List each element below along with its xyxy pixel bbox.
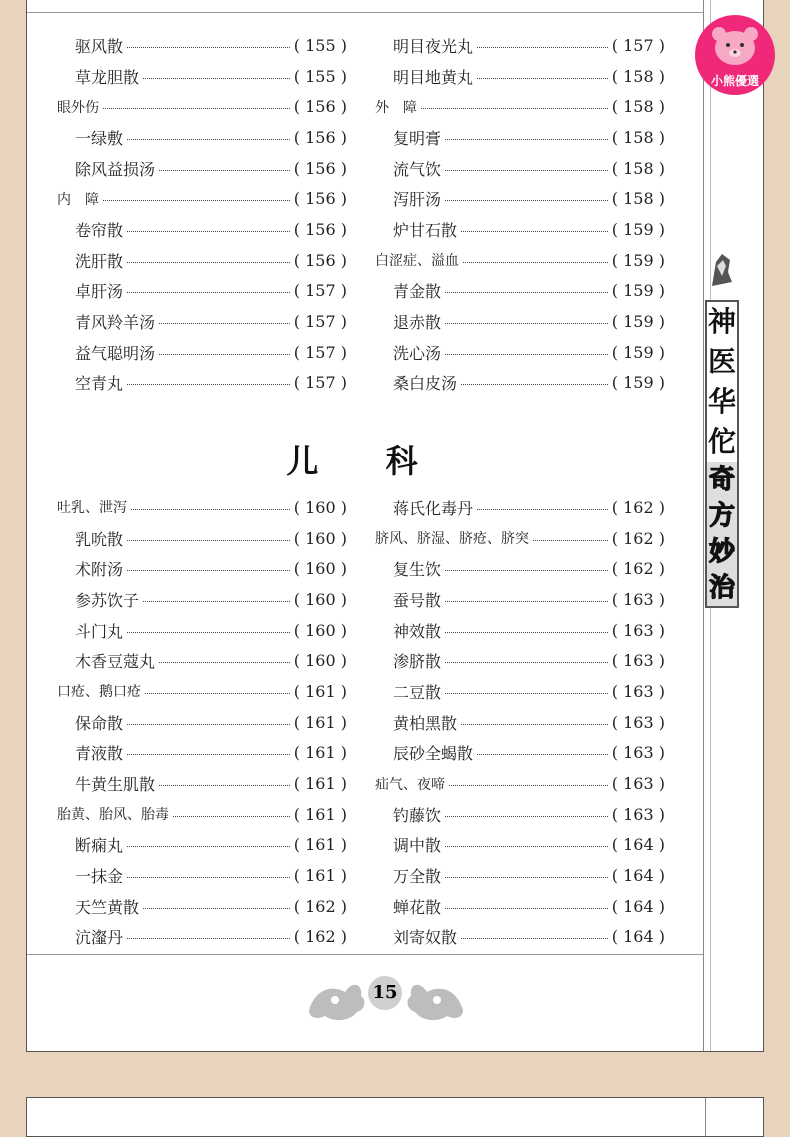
toc-entry-title: 蒋氏化毒丹: [393, 498, 474, 518]
toc-entry: [375, 61, 665, 92]
toc-entry-page: ( 158 ): [611, 97, 665, 117]
toc-entry-title: 神效散: [393, 621, 442, 641]
subtitle-char: 妙: [707, 534, 737, 570]
toc-entry-page: ( 163 ): [611, 620, 665, 640]
toc-entry-page: ( 163 ): [611, 804, 665, 824]
dot-leader: [445, 323, 608, 324]
toc-entry-title: 洗心汤: [393, 343, 442, 363]
toc-entry-title: 调中散: [393, 836, 442, 856]
toc-entry: [375, 768, 665, 799]
toc-entry-page: ( 163 ): [611, 712, 665, 732]
toc-entry-page: ( 157 ): [293, 373, 347, 393]
toc-entry-page: ( 161 ): [293, 681, 347, 701]
toc-entry-page: ( 155 ): [293, 66, 347, 86]
toc-entry-title: 复生饮: [393, 560, 442, 580]
title-char: 医: [707, 345, 736, 378]
toc-entry-title: 一绿敷: [75, 128, 124, 148]
dot-leader: [445, 816, 608, 817]
toc-entry-title: 除风益损汤: [75, 159, 156, 179]
toc-entry-title: 术附汤: [75, 560, 124, 580]
toc-entry-title: 脐风、脐湿、脐疮、脐突: [375, 531, 529, 548]
toc-entry-page: ( 162 ): [611, 528, 665, 548]
dot-leader: [445, 139, 608, 140]
toc-entry: [375, 245, 665, 276]
toc-entry-title: 洗肝散: [75, 251, 124, 271]
toc-column-top-right: [375, 30, 665, 398]
toc-entry-page: ( 157 ): [293, 342, 347, 362]
dot-leader: [445, 908, 608, 909]
toc-entry: [57, 183, 347, 214]
toc-entry: [375, 707, 665, 738]
toc-entry-page: ( 161 ): [293, 866, 347, 886]
toc-entry: [375, 799, 665, 830]
toc-entry-page: ( 158 ): [611, 158, 665, 178]
toc-entry: [375, 738, 665, 769]
toc-entry-page: ( 159 ): [611, 373, 665, 393]
toc-entry-page: ( 161 ): [293, 804, 347, 824]
toc-entry: [57, 891, 347, 922]
toc-entry-title: 刘寄奴散: [393, 928, 458, 948]
toc-entry-page: ( 163 ): [611, 681, 665, 701]
dot-leader: [445, 662, 608, 663]
toc-entry-title: 蝉花散: [393, 897, 442, 917]
toc-entry-title: 蚕号散: [393, 590, 442, 610]
toc-entry-page: ( 163 ): [611, 774, 665, 794]
subtitle-char: 治: [707, 570, 737, 606]
dot-leader: [131, 509, 290, 510]
toc-entry-page: ( 158 ): [611, 127, 665, 147]
dot-leader: [445, 200, 608, 201]
toc-entry-page: ( 158 ): [611, 66, 665, 86]
dot-leader: [159, 323, 290, 324]
toc-entry-page: ( 159 ): [611, 281, 665, 301]
toc-entry-title: 眼外伤: [57, 99, 99, 116]
toc-entry-page: ( 156 ): [293, 97, 347, 117]
toc-entry-title: 黄柏黑散: [393, 713, 458, 733]
toc-entry-page: ( 160 ): [293, 497, 347, 517]
toc-entry-title: 内 障: [57, 191, 99, 208]
toc-entry-page: ( 164 ): [611, 835, 665, 855]
dot-leader: [143, 601, 290, 602]
dot-leader: [445, 877, 608, 878]
toc-entry: [375, 368, 665, 399]
toc-entry-page: ( 160 ): [293, 559, 347, 579]
toc-entry: [375, 615, 665, 646]
toc-entry: [57, 553, 347, 584]
toc-entry-title: 草龙胆散: [75, 67, 140, 87]
dot-leader: [445, 292, 608, 293]
toc-entry: [57, 922, 347, 953]
toc-entry: [57, 368, 347, 399]
brand-label: 小熊優選: [710, 74, 759, 88]
toc-entry-page: ( 157 ): [611, 35, 665, 55]
toc-entry-title: 牛黄生肌散: [75, 775, 156, 795]
dot-leader: [143, 908, 290, 909]
toc-entry-title: 胎黄、胎风、胎毒: [57, 807, 169, 824]
dot-leader: [127, 846, 290, 847]
toc-entry-page: ( 159 ): [611, 342, 665, 362]
toc-entry-title: 明目地黄丸: [393, 67, 474, 87]
subtitle-char: 方: [707, 498, 737, 534]
toc-entry-page: ( 162 ): [293, 927, 347, 947]
dot-leader: [477, 754, 608, 755]
toc-entry-page: ( 162 ): [293, 896, 347, 916]
dot-leader: [445, 846, 608, 847]
dot-leader: [461, 384, 608, 385]
toc-entry-page: ( 163 ): [611, 651, 665, 671]
toc-entry: [57, 707, 347, 738]
dot-leader: [159, 354, 290, 355]
dot-leader: [461, 938, 608, 939]
toc-entry-page: ( 159 ): [611, 219, 665, 239]
footer-rule: [27, 954, 703, 955]
toc-entry-title: 退赤散: [393, 313, 442, 333]
toc-entry: [375, 91, 665, 122]
dot-leader: [445, 570, 608, 571]
toc-entry: [375, 645, 665, 676]
toc-entry: [57, 768, 347, 799]
toc-entry-title: 参苏饮子: [75, 590, 140, 610]
toc-entry-title: 斗门丸: [75, 621, 124, 641]
toc-entry-title: 吐乳、泄泻: [57, 500, 127, 517]
toc-entry-title: 青液散: [75, 744, 124, 764]
toc-entry: [375, 860, 665, 891]
toc-entry: [375, 337, 665, 368]
toc-entry: [57, 30, 347, 61]
page-footer: [305, 970, 467, 1028]
toc-entry: [375, 492, 665, 523]
dot-leader: [127, 231, 290, 232]
toc-entry-title: 外 障: [375, 99, 417, 116]
toc-entry-page: ( 163 ): [611, 743, 665, 763]
toc-entry-title: 桑白皮汤: [393, 374, 458, 394]
dot-leader: [127, 570, 290, 571]
dot-leader: [445, 354, 608, 355]
dot-leader: [463, 262, 608, 263]
toc-entry-page: ( 159 ): [611, 250, 665, 270]
toc-entry-page: ( 163 ): [611, 589, 665, 609]
toc-entry: [375, 122, 665, 153]
toc-entry: [375, 922, 665, 953]
toc-entry-title: 乳吮散: [75, 529, 124, 549]
dot-leader: [103, 200, 290, 201]
top-rule: [27, 12, 703, 13]
toc-entry: [57, 214, 347, 245]
toc-entry: [375, 676, 665, 707]
toc-entry: [375, 830, 665, 861]
dot-leader: [159, 170, 290, 171]
toc-entry-page: ( 160 ): [293, 651, 347, 671]
toc-entry: [57, 645, 347, 676]
section-title: 儿 科: [286, 442, 446, 480]
dot-leader: [477, 47, 608, 48]
dot-leader: [103, 108, 290, 109]
title-char: 华: [707, 385, 736, 418]
toc-entry-page: ( 161 ): [293, 774, 347, 794]
toc-entry-title: 青金散: [393, 282, 442, 302]
toc-entry-page: ( 161 ): [293, 835, 347, 855]
toc-entry-title: 断痫丸: [75, 836, 124, 856]
toc-entry-page: ( 161 ): [293, 712, 347, 732]
toc-entry-page: ( 156 ): [293, 158, 347, 178]
toc-entry-page: ( 162 ): [611, 497, 665, 517]
toc-entry-title: 炉甘石散: [393, 220, 458, 240]
toc-entry-page: ( 156 ): [293, 189, 347, 209]
toc-entry: [57, 337, 347, 368]
toc-entry-title: 泻肝汤: [393, 190, 442, 210]
toc-entry: [375, 306, 665, 337]
toc-entry-title: 白涩症、溢血: [375, 253, 459, 270]
toc-entry: [57, 91, 347, 122]
dot-leader: [127, 540, 290, 541]
toc-entry-title: 辰砂全蝎散: [393, 744, 474, 764]
toc-entry: [57, 799, 347, 830]
dot-leader: [127, 384, 290, 385]
toc-entry: [375, 183, 665, 214]
toc-entry-page: ( 159 ): [611, 312, 665, 332]
toc-entry-page: ( 164 ): [611, 896, 665, 916]
toc-entry-page: ( 164 ): [611, 927, 665, 947]
dot-leader: [127, 139, 290, 140]
toc-column-top-left: [57, 30, 347, 398]
toc-entry: [375, 891, 665, 922]
dot-leader: [445, 170, 608, 171]
toc-entry: [57, 523, 347, 554]
next-page-edge: [26, 1097, 764, 1137]
toc-entry-title: 疝气、夜啼: [375, 776, 445, 793]
toc-entry-page: ( 161 ): [293, 743, 347, 763]
toc-entry-title: 二豆散: [393, 682, 442, 702]
dot-leader: [449, 785, 608, 786]
toc-entry: [57, 61, 347, 92]
dot-leader: [533, 540, 608, 541]
dot-leader: [127, 47, 290, 48]
toc-entry-title: 空青丸: [75, 374, 124, 394]
dot-leader: [159, 662, 290, 663]
dot-leader: [143, 78, 290, 79]
toc-entry-page: ( 160 ): [293, 528, 347, 548]
toc-entry-page: ( 156 ): [293, 250, 347, 270]
dot-leader: [127, 724, 290, 725]
dot-leader: [477, 78, 608, 79]
toc-entry-title: 钓藤饮: [393, 805, 442, 825]
brand-logo: [691, 14, 779, 96]
toc-entry-title: 天竺黄散: [75, 897, 140, 917]
toc-entry-title: 驱风散: [75, 36, 124, 56]
toc-entry-title: 沆瀣丹: [75, 928, 124, 948]
dot-leader: [159, 785, 290, 786]
toc-entry-page: ( 156 ): [293, 219, 347, 239]
toc-entry-page: ( 157 ): [293, 281, 347, 301]
dot-leader: [127, 262, 290, 263]
toc-entry-title: 万全散: [393, 867, 442, 887]
dot-leader: [445, 632, 608, 633]
dot-leader: [127, 877, 290, 878]
toc-entry: [57, 306, 347, 337]
dot-leader: [127, 292, 290, 293]
toc-entry-page: ( 162 ): [611, 559, 665, 579]
toc-entry: [375, 523, 665, 554]
toc-entry-page: ( 155 ): [293, 35, 347, 55]
toc-entry: [375, 553, 665, 584]
dot-leader: [461, 724, 608, 725]
toc-entry-page: ( 164 ): [611, 866, 665, 886]
dot-leader: [127, 632, 290, 633]
toc-entry: [375, 30, 665, 61]
toc-entry-title: 渗脐散: [393, 652, 442, 672]
toc-entry-title: 一抹金: [75, 867, 124, 887]
toc-entry-title: 益气聪明汤: [75, 343, 156, 363]
toc-entry: [57, 615, 347, 646]
toc-entry-page: ( 157 ): [293, 312, 347, 332]
title-char: 佗: [707, 425, 736, 458]
dot-leader: [421, 108, 608, 109]
toc-entry-title: 明目夜光丸: [393, 36, 474, 56]
title-char: 神: [707, 305, 736, 338]
toc-entry-title: 木香豆蔻丸: [75, 652, 156, 672]
book-title-spine: [705, 300, 739, 608]
subtitle-char: 奇: [707, 462, 737, 498]
dot-leader: [461, 231, 608, 232]
toc-entry: [57, 122, 347, 153]
toc-entry-title: 卷帘散: [75, 220, 124, 240]
toc-entry: [57, 738, 347, 769]
toc-entry-page: ( 158 ): [611, 189, 665, 209]
dot-leader: [445, 693, 608, 694]
toc-entry: [375, 214, 665, 245]
toc-entry-title: 卓肝汤: [75, 282, 124, 302]
toc-entry: [57, 860, 347, 891]
toc-entry: [57, 245, 347, 276]
toc-entry: [375, 153, 665, 184]
toc-entry: [375, 584, 665, 615]
toc-column-bottom-right: [375, 492, 665, 952]
toc-entry-title: 口疮、鹅口疮: [57, 684, 141, 701]
ornament-icon: [708, 252, 734, 288]
toc-entry-title: 流气饮: [393, 159, 442, 179]
book-page: [26, 0, 764, 1052]
toc-entry-title: 保命散: [75, 713, 124, 733]
dot-leader: [127, 754, 290, 755]
toc-entry-page: ( 160 ): [293, 589, 347, 609]
toc-entry: [57, 584, 347, 615]
dot-leader: [445, 601, 608, 602]
toc-column-bottom-left: [57, 492, 347, 952]
toc-entry-title: 复明膏: [393, 128, 442, 148]
toc-entry: [57, 276, 347, 307]
toc-entry-page: ( 160 ): [293, 620, 347, 640]
toc-entry: [57, 153, 347, 184]
toc-entry-page: ( 156 ): [293, 127, 347, 147]
toc-entry-title: 青风羚羊汤: [75, 313, 156, 333]
page-number: 15: [368, 976, 402, 1010]
toc-entry: [57, 830, 347, 861]
dot-leader: [145, 693, 290, 694]
toc-entry: [57, 492, 347, 523]
dot-leader: [173, 816, 290, 817]
dot-leader: [477, 509, 608, 510]
toc-entry: [57, 676, 347, 707]
dot-leader: [127, 938, 290, 939]
toc-entry: [375, 276, 665, 307]
